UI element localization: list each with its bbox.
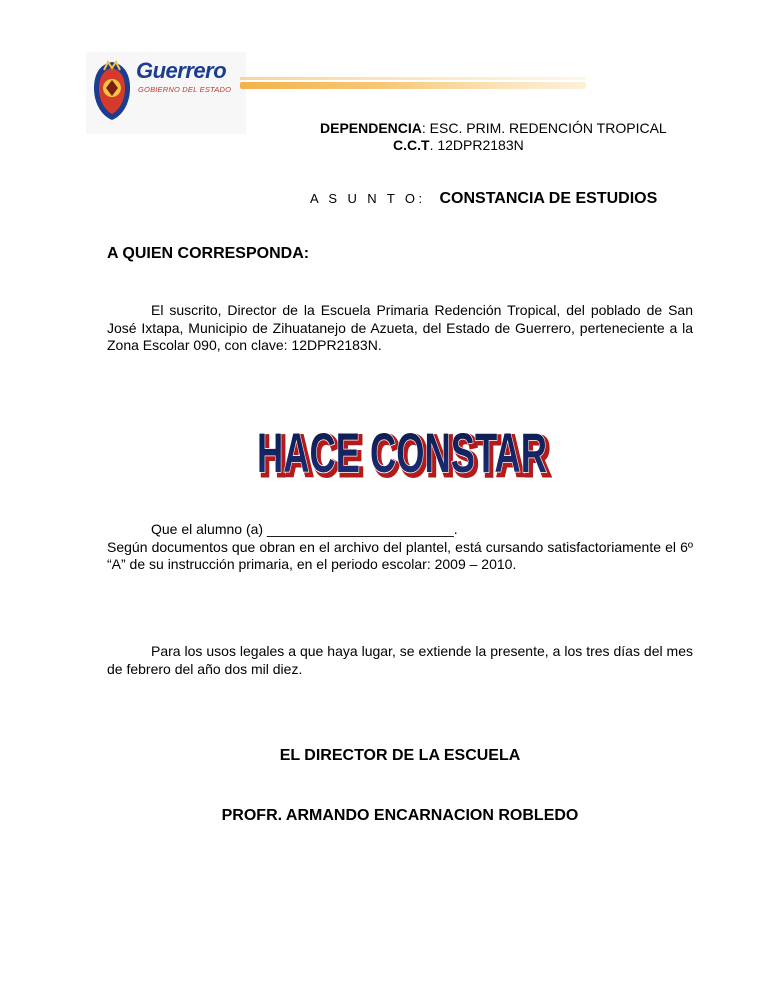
asunto-label: A S U N T O: (310, 191, 426, 206)
student-line: Que el alumno (a) ________________________. (151, 521, 458, 537)
paragraph-1-text: El suscrito, Director de la Escuela Primaria Redención Tropical, del poblado de San José Ixtapa, Municipio de Zihuatanejo de Azueta, del Estado de Guerrero, perteneciente a la Zona Escolar 090, con clave: 12DPR2183N. (107, 302, 693, 353)
logo-subtitle: GOBIERNO DEL ESTADO (138, 85, 232, 94)
header-decorative-line (240, 82, 586, 89)
salutation: A QUIEN CORRESPONDA: (107, 245, 310, 262)
body-paragraph-2 (107, 521, 693, 574)
government-logo (86, 52, 246, 134)
director-name: PROFR. ARMANDO ENCARNACION ROBLEDO (221, 807, 579, 824)
cct-label: C.C.T (393, 137, 430, 153)
cct-line (393, 137, 524, 153)
cct-value: . 12DPR2183N (429, 137, 524, 153)
logo-brand-text: Guerrero (136, 58, 227, 83)
dependencia-line (320, 120, 667, 136)
body-paragraph-1 (107, 302, 693, 355)
hace-constar-shadow: HACE CONSTAR (260, 424, 550, 484)
director-title: EL DIRECTOR DE LA ESCUELA (279, 747, 521, 764)
paragraph-2-text: Según documentos que obran en el archivo del plantel, está cursando satisfactoriamente el 6º “A” de su instrucción primaria, en el periodo escolar: 2009 – 2010. (107, 538, 693, 572)
dependencia-label: DEPENDENCIA (320, 120, 422, 136)
asunto-title: CONSTANCIA DE ESTUDIOS (439, 190, 658, 207)
hace-constar-text: HACE CONSTAR (257, 421, 547, 484)
asunto-line (310, 190, 657, 208)
hace-constar-heading (254, 418, 554, 484)
state-shield-icon (90, 58, 134, 122)
dependencia-value: : ESC. PRIM. REDENCIÓN TROPICAL (421, 120, 667, 136)
paragraph-3-text: Para los usos legales a que haya lugar, se extiende la presente, a los tres días del mes de febrero del año dos mil diez. (107, 643, 693, 677)
body-paragraph-3 (107, 643, 693, 678)
header-decorative-line-thin (240, 77, 586, 80)
